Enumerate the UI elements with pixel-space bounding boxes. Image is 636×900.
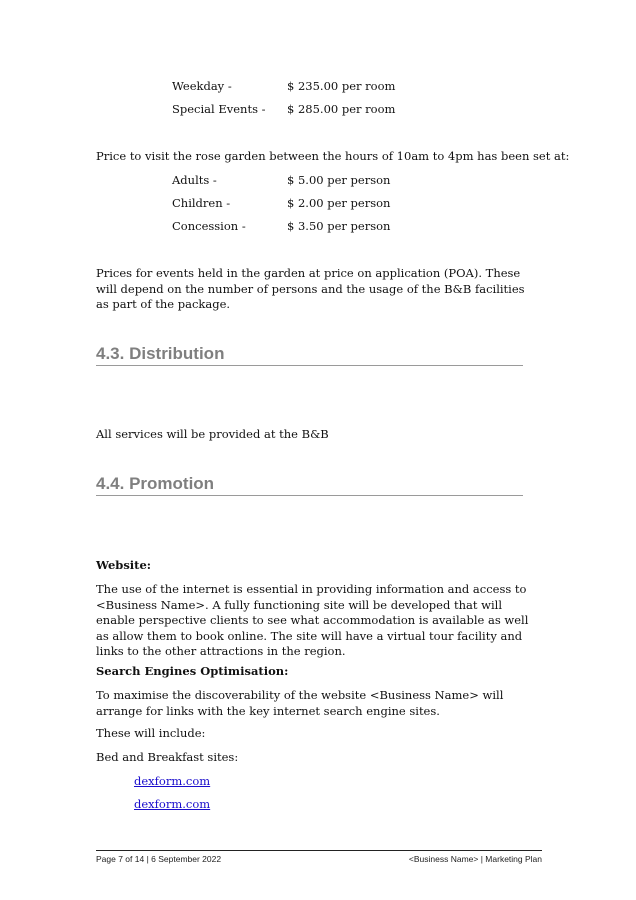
price-value: $ 2.00 per person	[287, 196, 391, 210]
website-paragraph: The use of the internet is essential in providing information and access to <Business Name>. A fully functioning site will be developed that will enable perspective clients to see what accommodation is available as well as allow them to book online. The site will have a virtual tour facility and links to the other attractions in the region.	[96, 582, 529, 658]
include-text: These will include:	[96, 726, 206, 740]
bb-site-link[interactable]: dexform.com	[134, 797, 211, 811]
events-paragraph: Prices for events held in the garden at price on application (POA). These will depend on the number of persons and the usage of the B&B facilities as part of the package.	[96, 266, 525, 311]
page-footer	[96, 850, 542, 864]
price-label: Weekday -	[172, 79, 232, 93]
garden-intro: Price to visit the rose garden between the hours of 10am to 4pm has been set at:	[96, 149, 570, 163]
website-title: Website:	[96, 558, 152, 572]
section-heading-promotion: 4.4. Promotion	[96, 474, 523, 496]
price-label: Special Events -	[172, 102, 266, 116]
seo-title: Search Engines Optimisation:	[96, 664, 289, 678]
price-label: Adults -	[172, 173, 217, 187]
bb-sites-label: Bed and Breakfast sites:	[96, 750, 239, 764]
bb-site-link[interactable]: dexform.com	[134, 774, 211, 788]
price-value: $ 285.00 per room	[287, 102, 396, 116]
price-value: $ 5.00 per person	[287, 173, 391, 187]
seo-paragraph: To maximise the discoverability of the website <Business Name> will arrange for links with the key internet search engine sites.	[96, 688, 504, 718]
footer-page-info: Page 7 of 14 | 6 September 2022	[96, 854, 222, 864]
price-label: Children -	[172, 196, 231, 210]
price-value: $ 3.50 per person	[287, 219, 391, 233]
footer-document-title: <Business Name> | Marketing Plan	[408, 854, 542, 864]
price-value: $ 235.00 per room	[287, 79, 396, 93]
price-label: Concession -	[172, 219, 246, 233]
section-heading-distribution: 4.3. Distribution	[96, 344, 523, 366]
distribution-text: All services will be provided at the B&B	[96, 427, 329, 441]
